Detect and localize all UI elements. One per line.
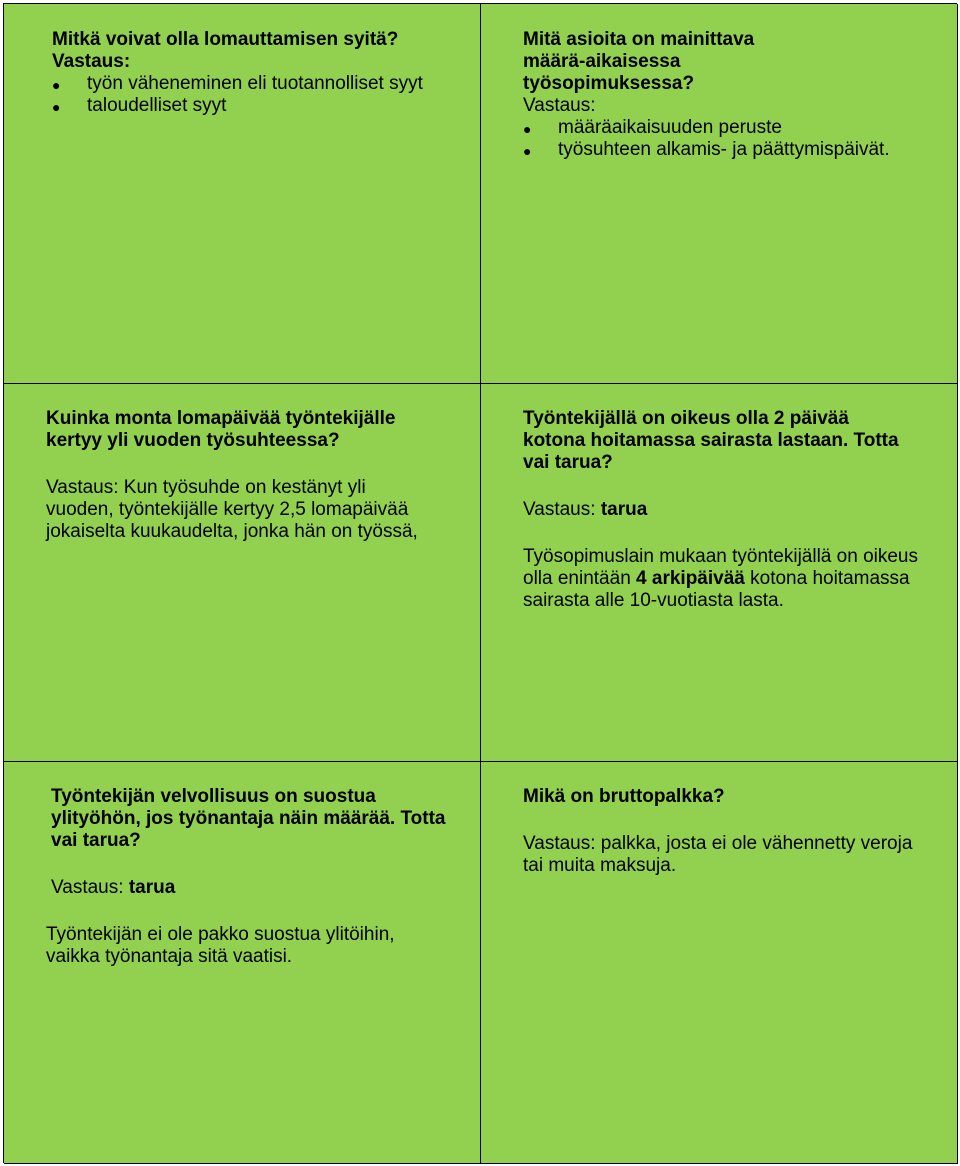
- bullet-icon: [523, 139, 531, 164]
- card-4-answer-value: tarua: [600, 499, 648, 520]
- card-3-question: Kuinka monta lomapäivää työntekijälle kertyy yli vuoden työsuhteessa?: [46, 408, 396, 451]
- card-2-answer-label: Vastaus:: [523, 95, 596, 116]
- spacer: [46, 452, 466, 477]
- card-2-answer-list: [523, 117, 943, 161]
- spacer: [46, 899, 466, 924]
- card-2-bullet-1: määräaikaisuuden peruste: [558, 117, 782, 138]
- card-4-answer: [523, 499, 943, 521]
- card-2-text: [523, 29, 943, 161]
- card-1-bullet-2: taloudelliset syyt: [87, 95, 227, 116]
- card-5-question: Työntekijän velvollisuus on suostua ylityöhön, jos työnantaja näin määrää. Totta vai tarua?: [51, 786, 446, 851]
- card-6-question: Mikä on bruttopalkka?: [523, 786, 725, 807]
- card-1-bullet-1: työn väheneminen eli tuotannolliset syyt: [87, 73, 423, 94]
- card-5-answer: [46, 877, 466, 899]
- card-6-text: [523, 786, 943, 877]
- card-3-answer: Vastaus: Kun työsuhde on kestänyt yli vuoden, työntekijälle kertyy 2,5 lomapäivää jokaiselta kuukaudelta, jonka hän on työssä,: [46, 477, 418, 542]
- card-3-text: [46, 408, 466, 543]
- card-4-question: Työntekijällä on oikeus olla 2 päivää kotona hoitamassa sairasta lastaan. Totta vai tarua?: [523, 408, 899, 473]
- card-1-question: Mitkä voivat olla lomauttamisen syitä?: [52, 29, 399, 50]
- card-1-text: [52, 29, 452, 117]
- card-4-text: [523, 408, 943, 612]
- card-4-answer-label: Vastaus:: [523, 499, 596, 520]
- card-5-explanation: Työntekijän ei ole pakko suostua ylitöihin, vaikka työnantaja sitä vaatisi.: [46, 924, 395, 967]
- bullet-icon: [52, 95, 60, 120]
- card-1-answer-label: Vastaus:: [52, 51, 131, 72]
- card-4-explanation-pre: Työsopimuslain mukaan työntekijällä on oikeus olla enintään: [523, 546, 918, 589]
- card-4-explanation: [523, 546, 918, 612]
- card-5-text: [46, 786, 466, 968]
- list-item: [52, 95, 442, 117]
- list-item: [52, 73, 442, 95]
- card-2-bullet-2: työsuhteen alkamis- ja päättymispäivät.: [558, 139, 890, 160]
- card-1-answer-list: [52, 73, 442, 117]
- card-5-answer-value: tarua: [128, 877, 176, 898]
- card-4-explanation-post: kotona hoitamassa sairasta alle 10-vuotiasta lasta.: [523, 568, 910, 611]
- spacer: [523, 521, 943, 546]
- card-6-answer: Vastaus: palkka, josta ei ole vähennetty veroja tai muita maksuja.: [523, 833, 913, 876]
- card-2-question: Mitä asioita on mainittava määrä-aikaisessa työsopimuksessa?: [523, 29, 755, 94]
- spacer: [46, 852, 466, 877]
- spacer: [523, 474, 943, 499]
- spacer: [523, 808, 943, 833]
- card-5-answer-label: Vastaus:: [51, 877, 124, 898]
- list-item: [523, 139, 943, 161]
- list-item: [523, 117, 943, 139]
- card-4-explanation-bold: 4 arkipäivää: [636, 568, 745, 589]
